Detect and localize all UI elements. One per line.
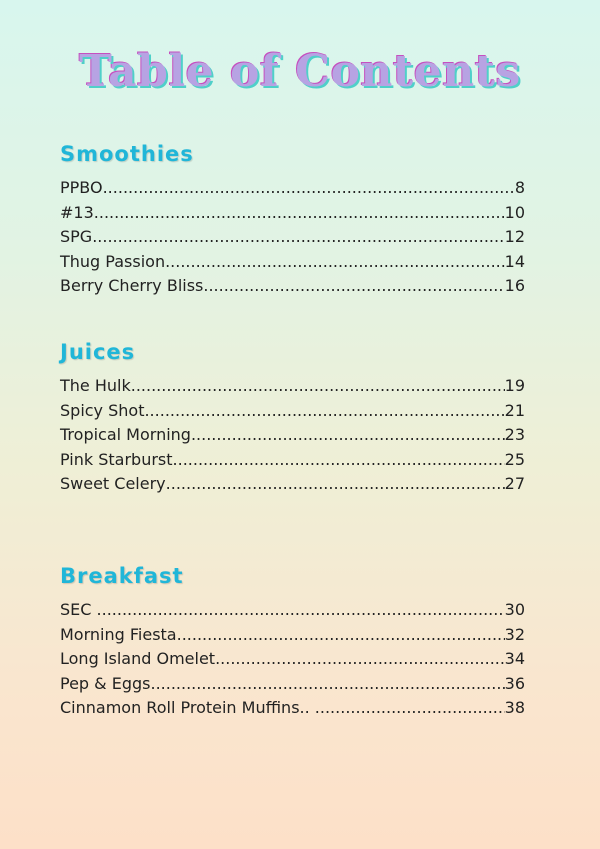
toc-entry[interactable] xyxy=(60,672,525,697)
entry-name: SEC xyxy=(60,600,97,619)
entry-page: 36 xyxy=(504,673,525,693)
entry-page: 10 xyxy=(504,202,525,222)
section-juices xyxy=(60,340,525,497)
entry-page: 32 xyxy=(504,624,525,644)
toc-entry[interactable] xyxy=(60,598,525,623)
toc-entry[interactable] xyxy=(60,374,525,399)
leader-dots xyxy=(165,250,505,275)
toc-entry[interactable] xyxy=(60,250,525,275)
page-title: Table of Contents xyxy=(79,46,521,97)
leader-dots xyxy=(144,399,504,424)
toc-entry[interactable] xyxy=(60,399,525,424)
entry-name: SPG xyxy=(60,227,93,246)
section-heading: Breakfast xyxy=(60,564,184,588)
toc-entry[interactable] xyxy=(60,647,525,672)
leader-dots xyxy=(203,274,504,299)
leader-dots xyxy=(131,374,505,399)
entry-page: 19 xyxy=(504,376,525,395)
entry-page: 34 xyxy=(504,649,525,668)
toc-entry[interactable] xyxy=(60,696,525,721)
leader-dots xyxy=(103,176,515,201)
entry-name: Spicy Shot xyxy=(60,400,145,420)
entry-page: 25 xyxy=(504,449,525,469)
toc-entry[interactable] xyxy=(60,225,525,250)
entry-page: 8 xyxy=(514,178,525,197)
leader-dots xyxy=(315,696,505,721)
leader-dots xyxy=(150,672,504,697)
section-breakfast xyxy=(60,564,525,721)
toc-entry[interactable] xyxy=(60,472,525,497)
section-heading: Juices xyxy=(60,340,136,364)
entry-page: 21 xyxy=(504,400,525,420)
entry-name: The Hulk xyxy=(60,376,131,395)
entry-page: 27 xyxy=(504,474,525,493)
toc-entry[interactable] xyxy=(60,623,525,648)
entry-page: 23 xyxy=(504,425,525,444)
leader-dots xyxy=(191,423,505,448)
entry-name: #13 xyxy=(60,202,94,222)
toc-entry[interactable] xyxy=(60,201,525,226)
leader-dots xyxy=(97,598,505,623)
entry-name: Pink Starburst xyxy=(60,449,173,469)
entry-name: Long Island Omelet xyxy=(60,649,216,668)
leader-dots xyxy=(166,472,505,497)
toc-entry[interactable] xyxy=(60,448,525,473)
toc-entry[interactable] xyxy=(60,274,525,299)
entry-name: Tropical Morning xyxy=(60,425,191,444)
section-heading: Smoothies xyxy=(60,142,194,166)
entry-name: PPBO xyxy=(60,178,103,197)
entry-name: Sweet Celery xyxy=(60,474,166,493)
leader-dots xyxy=(177,623,505,648)
entry-page: 16 xyxy=(504,276,525,295)
leader-dots xyxy=(215,647,505,672)
leader-dots xyxy=(94,201,505,226)
entry-page: 30 xyxy=(504,600,525,619)
toc-entry[interactable] xyxy=(60,423,525,448)
section-smoothies xyxy=(60,142,525,299)
entry-page: 12 xyxy=(504,227,525,246)
entry-name: Berry Cherry Bliss xyxy=(60,276,204,295)
leader-dots xyxy=(173,448,505,473)
leader-dots xyxy=(92,225,504,250)
entry-name: Pep & Eggs xyxy=(60,673,151,693)
toc-entry[interactable] xyxy=(60,176,525,201)
entry-page: 38 xyxy=(504,698,525,717)
entry-name: Cinnamon Roll Protein Muffins.. xyxy=(60,698,315,717)
entry-page: 14 xyxy=(504,251,525,271)
entry-name: Thug Passion xyxy=(60,251,166,271)
entry-name: Morning Fiesta xyxy=(60,624,177,644)
